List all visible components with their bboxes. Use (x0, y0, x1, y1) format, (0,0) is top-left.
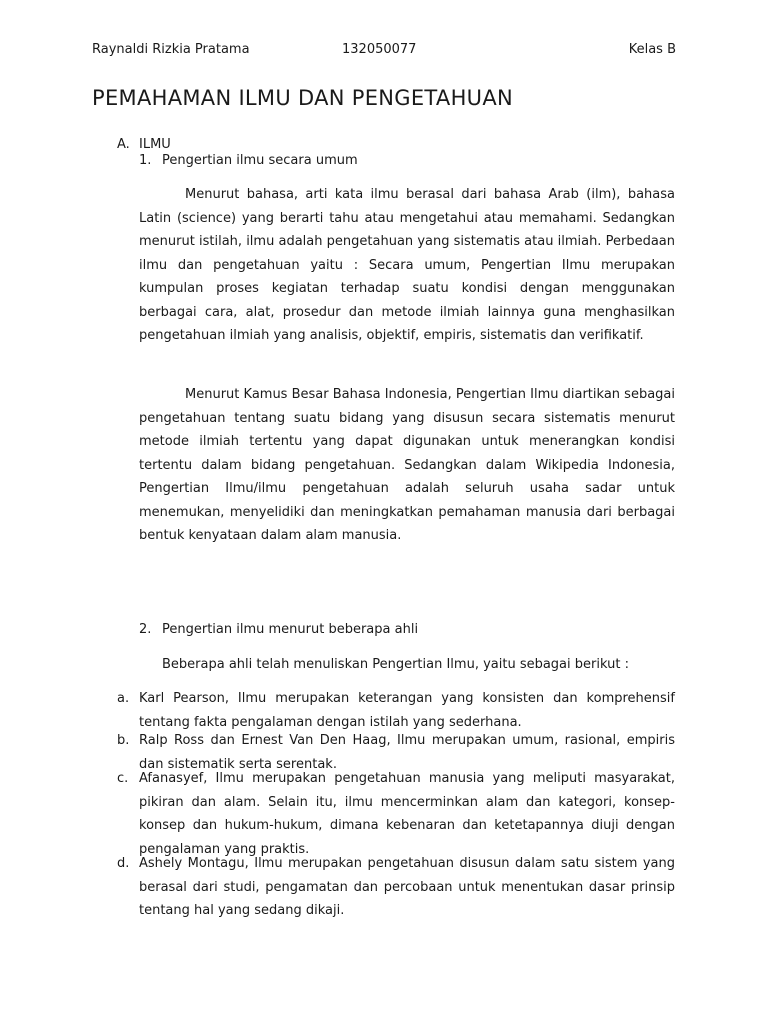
expert-d-marker: d. (117, 856, 130, 871)
expert-a-marker: a. (117, 691, 130, 706)
expert-a-text: Karl Pearson, Ilmu merupakan keterangan yang konsisten dan komprehensif tentang fakta pengalaman dengan istilah yang sederhana. (139, 691, 675, 730)
student-id: 132050077 (342, 42, 417, 57)
expert-c-text: Afanasyef, Ilmu merupakan pengetahuan manusia yang meliputi masyarakat, pikiran dan alam. Selain itu, ilmu mencerminkan alam dan kategori, konsep-konsep dan hukum-hukum, dimana kebenaran dan ketetapannya diuji dengan pengalaman yang praktis. (139, 771, 675, 857)
expert-b-marker: b. (117, 733, 130, 748)
class-label: Kelas B (628, 42, 676, 57)
page-title: PEMAHAMAN ILMU DAN PENGETAHUAN (92, 86, 514, 110)
sub2-heading: Pengertian ilmu menurut beberapa ahli (162, 622, 419, 637)
sub2-marker: 2. (139, 622, 152, 637)
sub1-heading: Pengertian ilmu secara umum (162, 153, 358, 168)
expert-d-text: Ashely Montagu, Ilmu merupakan pengetahuan disusun dalam satu sistem yang berasal dari studi, pengamatan dan percobaan untuk menentukan dasar prinsip tentang hal yang sedang dikaji. (139, 856, 675, 918)
expert-b-text: Ralp Ross dan Ernest Van Den Haag, Ilmu merupakan umum, rasional, empiris dan sistematik serta serentak. (139, 733, 675, 772)
document-header (92, 42, 676, 62)
section-a-marker: A. (117, 137, 130, 152)
paragraph-definition-kbbi: Menurut Kamus Besar Bahasa Indonesia, Pengertian Ilmu diartikan sebagai pengetahuan tentang suatu bidang yang disusun secara sistematis menurut metode ilmiah tertentu yang dapat digunakan untuk menerangkan kondisi tertentu dalam bidang pengetahuan. Sedangkan dalam Wikipedia Indonesia, Pengertian Ilmu/ilmu pengetahuan adalah seluruh usaha sadar untuk menemukan, menyelidiki dan meningkatkan pemahaman manusia dari berbagai bentuk kenyataan dalam alam manusia. (139, 387, 675, 543)
expert-c-marker: c. (117, 771, 129, 786)
sub1-marker: 1. (139, 153, 152, 168)
experts-intro: Beberapa ahli telah menuliskan Pengertian Ilmu, yaitu sebagai berikut : (162, 657, 629, 672)
author-name: Raynaldi Rizkia Pratama (92, 42, 250, 57)
section-a-heading: ILMU (139, 137, 171, 152)
paragraph-definition-general: Menurut bahasa, arti kata ilmu berasal dari bahasa Arab (ilm), bahasa Latin (science) yang berarti tahu atau mengetahui atau memahami. Sedangkan menurut istilah, ilmu adalah pengetahuan yang sistematis atau ilmiah. Perbedaan ilmu dan pengetahuan yaitu : Secara umum, Pengertian Ilmu merupakan kumpulan proses kegiatan terhadap suatu kondisi dengan menggunakan berbagai cara, alat, prosedur dan metode ilmiah lainnya guna menghasilkan pengetahuan ilmiah yang analisis, objektif, empiris, sistematis dan verifikatif. (139, 187, 675, 343)
